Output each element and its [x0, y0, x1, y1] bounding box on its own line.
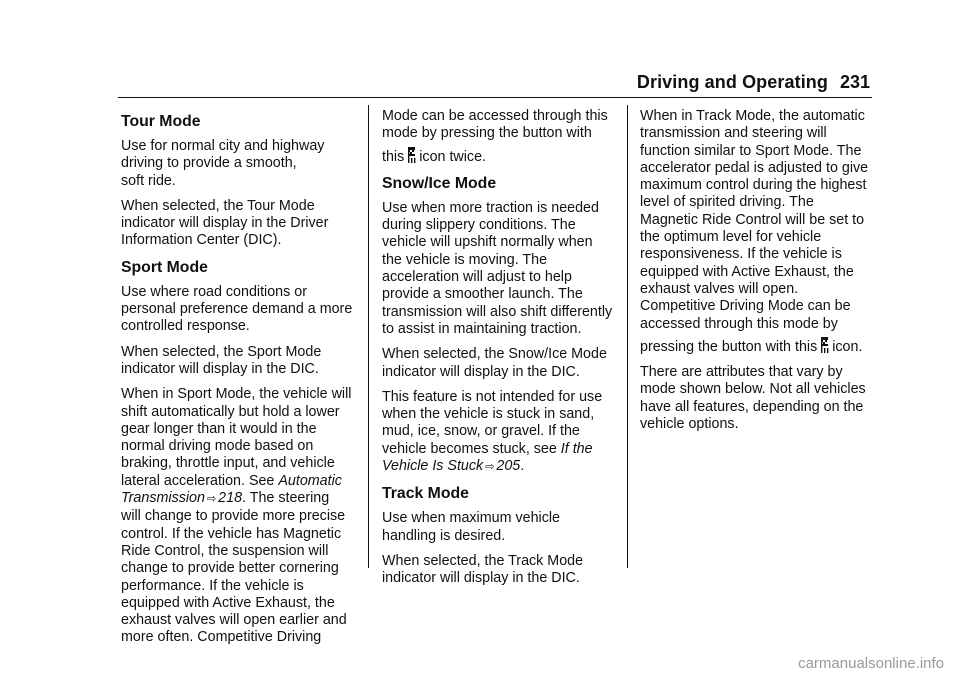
- column-divider-1: [368, 105, 369, 568]
- text-line: acceleration will adjust to help: [382, 269, 572, 286]
- text-line: Mode can be accessed through this: [382, 108, 608, 124]
- text-fragment: pressing the button with this: [640, 338, 818, 355]
- snow-ice-mode-heading: Snow/Ice Mode: [382, 174, 497, 192]
- text-line: exhaust valves will open earlier and: [121, 612, 347, 629]
- text-line: vehicle options.: [640, 416, 739, 433]
- mode-attributes-paragraph: [640, 364, 880, 433]
- sport-mode-paragraph-3: [121, 386, 361, 646]
- text-line: performance. If the vehicle is: [121, 577, 304, 594]
- automatic-transmission-link-part1[interactable]: Automatic: [278, 472, 342, 489]
- text-line: the vehicle is moving. The: [382, 251, 548, 268]
- text-line: mode shown below. Not all vehicles: [640, 381, 866, 398]
- text-fragment: . The steering: [242, 490, 330, 507]
- tour-mode-paragraph-1: [121, 138, 361, 190]
- text-line: equipped with Active Exhaust, the: [640, 263, 854, 280]
- sport-mode-heading: Sport Mode: [121, 258, 208, 276]
- text-line: [121, 473, 361, 490]
- text-line: shift automatically but hold a lower: [121, 403, 340, 420]
- text-line: When selected, the Track Mode: [382, 552, 584, 569]
- text-line: When in Sport Mode, the vehicle will: [121, 386, 352, 403]
- text-line: indicator will display in the DIC.: [382, 570, 580, 587]
- text-line: transmission and steering will: [640, 125, 827, 142]
- text-line: indicator will display in the Driver: [121, 215, 329, 232]
- text-line: personal preference demand a more: [121, 301, 353, 318]
- track-mode-details: [640, 108, 880, 356]
- vehicle-stuck-link-part2[interactable]: Vehicle Is Stuck: [382, 458, 484, 475]
- text-line: Use when more traction is needed: [382, 199, 599, 216]
- text-line: [382, 146, 622, 166]
- text-line: transmission will also shift differently: [382, 303, 613, 320]
- text-line: will change to provide more precise: [121, 508, 346, 525]
- text-line: mode by pressing the button with: [382, 125, 592, 142]
- tour-mode-heading: Tour Mode: [121, 113, 201, 130]
- track-mode-heading: Track Mode: [382, 485, 469, 503]
- text-line: Information Center (DIC).: [121, 232, 282, 249]
- text-fragment: lateral acceleration. See: [121, 472, 279, 489]
- text-line: to assist in maintaining traction.: [382, 320, 582, 337]
- text-line: This feature is not intended for use: [382, 388, 603, 405]
- text-line: braking, throttle input, and vehicle: [121, 455, 335, 472]
- column-3: [640, 108, 880, 441]
- text-line: [640, 336, 880, 356]
- section-title: Driving and Operating: [636, 72, 828, 92]
- drive-mode-flag-icon: [819, 336, 830, 354]
- text-line: indicator will display in the DIC.: [382, 363, 580, 380]
- text-line: accessed through this mode by: [640, 315, 838, 332]
- page-ref-arrow-icon: ⇨: [206, 493, 217, 506]
- text-line: equipped with Active Exhaust, the: [121, 594, 335, 611]
- text-line: Use when maximum vehicle: [382, 510, 560, 527]
- text-fragment: .: [520, 458, 525, 475]
- competitive-mode-continued: [382, 108, 622, 166]
- text-line: Use where road conditions or: [121, 283, 307, 300]
- text-line: change to provide better cornering: [121, 560, 339, 577]
- text-line: during slippery conditions. The: [382, 217, 576, 234]
- page-ref-arrow-icon: ⇨: [485, 461, 495, 474]
- text-line: Use for normal city and highway: [121, 138, 325, 154]
- text-line: handling is desired.: [382, 527, 506, 544]
- automatic-transmission-link-part2[interactable]: Transmission: [121, 490, 205, 507]
- text-line: indicator will display in the DIC.: [121, 360, 319, 377]
- text-line: Ride Control, the suspension will: [121, 542, 329, 559]
- snow-ice-paragraph-1: [382, 200, 622, 338]
- vehicle-stuck-link-part1[interactable]: If the: [560, 440, 593, 457]
- text-line: controlled response.: [121, 318, 250, 335]
- text-line: driving to provide a smooth,: [121, 155, 297, 172]
- column-1: [121, 108, 361, 655]
- snow-ice-paragraph-3: [382, 389, 622, 476]
- page-ref-205[interactable]: 205: [496, 458, 521, 475]
- page-header: [0, 72, 960, 98]
- text-line: gear longer than it would in the: [121, 420, 317, 437]
- text-line: function similar to Sport Mode. The: [640, 142, 862, 159]
- text-line: There are attributes that vary by: [640, 364, 843, 381]
- column-divider-2: [627, 105, 628, 568]
- text-fragment: icon twice.: [419, 148, 486, 165]
- text-line: When in Track Mode, the automatic: [640, 108, 865, 124]
- watermark: carmanualsonline.info: [798, 655, 944, 672]
- text-line: maximum control during the highest: [640, 177, 867, 194]
- text-line: [121, 490, 361, 508]
- text-fragment: icon.: [832, 338, 863, 355]
- snow-ice-paragraph-2: [382, 346, 622, 381]
- text-line: When selected, the Tour Mode: [121, 197, 315, 214]
- text-line: Magnetic Ride Control will be set to: [640, 211, 865, 228]
- track-mode-paragraph-2: [382, 553, 622, 588]
- page-ref-218[interactable]: 218: [218, 490, 243, 507]
- text-line: accelerator pedal is adjusted to give: [640, 159, 869, 176]
- text-line: the optimum level for vehicle: [640, 229, 822, 246]
- text-fragment: vehicle becomes stuck, see: [382, 440, 561, 457]
- text-line: soft ride.: [121, 172, 176, 189]
- text-line: control. If the vehicle has Magnetic: [121, 525, 342, 542]
- text-line: [382, 441, 622, 458]
- drive-mode-flag-icon: [406, 146, 417, 164]
- sport-mode-paragraph-1: [121, 284, 361, 336]
- text-line: [382, 458, 622, 476]
- header-rule: [118, 97, 872, 98]
- text-fragment: this: [382, 148, 405, 165]
- text-line: normal driving mode based on: [121, 438, 314, 455]
- sport-mode-paragraph-2: [121, 344, 361, 379]
- text-line: mud, ice, snow, or gravel. If the: [382, 423, 580, 440]
- tour-mode-paragraph-2: [121, 198, 361, 250]
- text-line: vehicle will upshift normally when: [382, 234, 593, 251]
- text-line: When selected, the Sport Mode: [121, 343, 322, 360]
- text-line: Competitive Driving Mode can be: [640, 298, 851, 315]
- text-line: responsiveness. If the vehicle is: [640, 246, 842, 263]
- text-line: When selected, the Snow/Ice Mode: [382, 346, 607, 363]
- page-number: 231: [839, 72, 870, 92]
- text-line: provide a smoother launch. The: [382, 286, 583, 303]
- track-mode-paragraph-1: [382, 510, 622, 545]
- column-2: [382, 108, 622, 596]
- text-line: have all features, depending on the: [640, 398, 864, 415]
- text-line: level of spirited driving. The: [640, 194, 814, 211]
- text-line: when the vehicle is stuck in sand,: [382, 406, 595, 423]
- text-line: exhaust valves will open.: [640, 280, 799, 297]
- text-line: more often. Competitive Driving: [121, 629, 322, 646]
